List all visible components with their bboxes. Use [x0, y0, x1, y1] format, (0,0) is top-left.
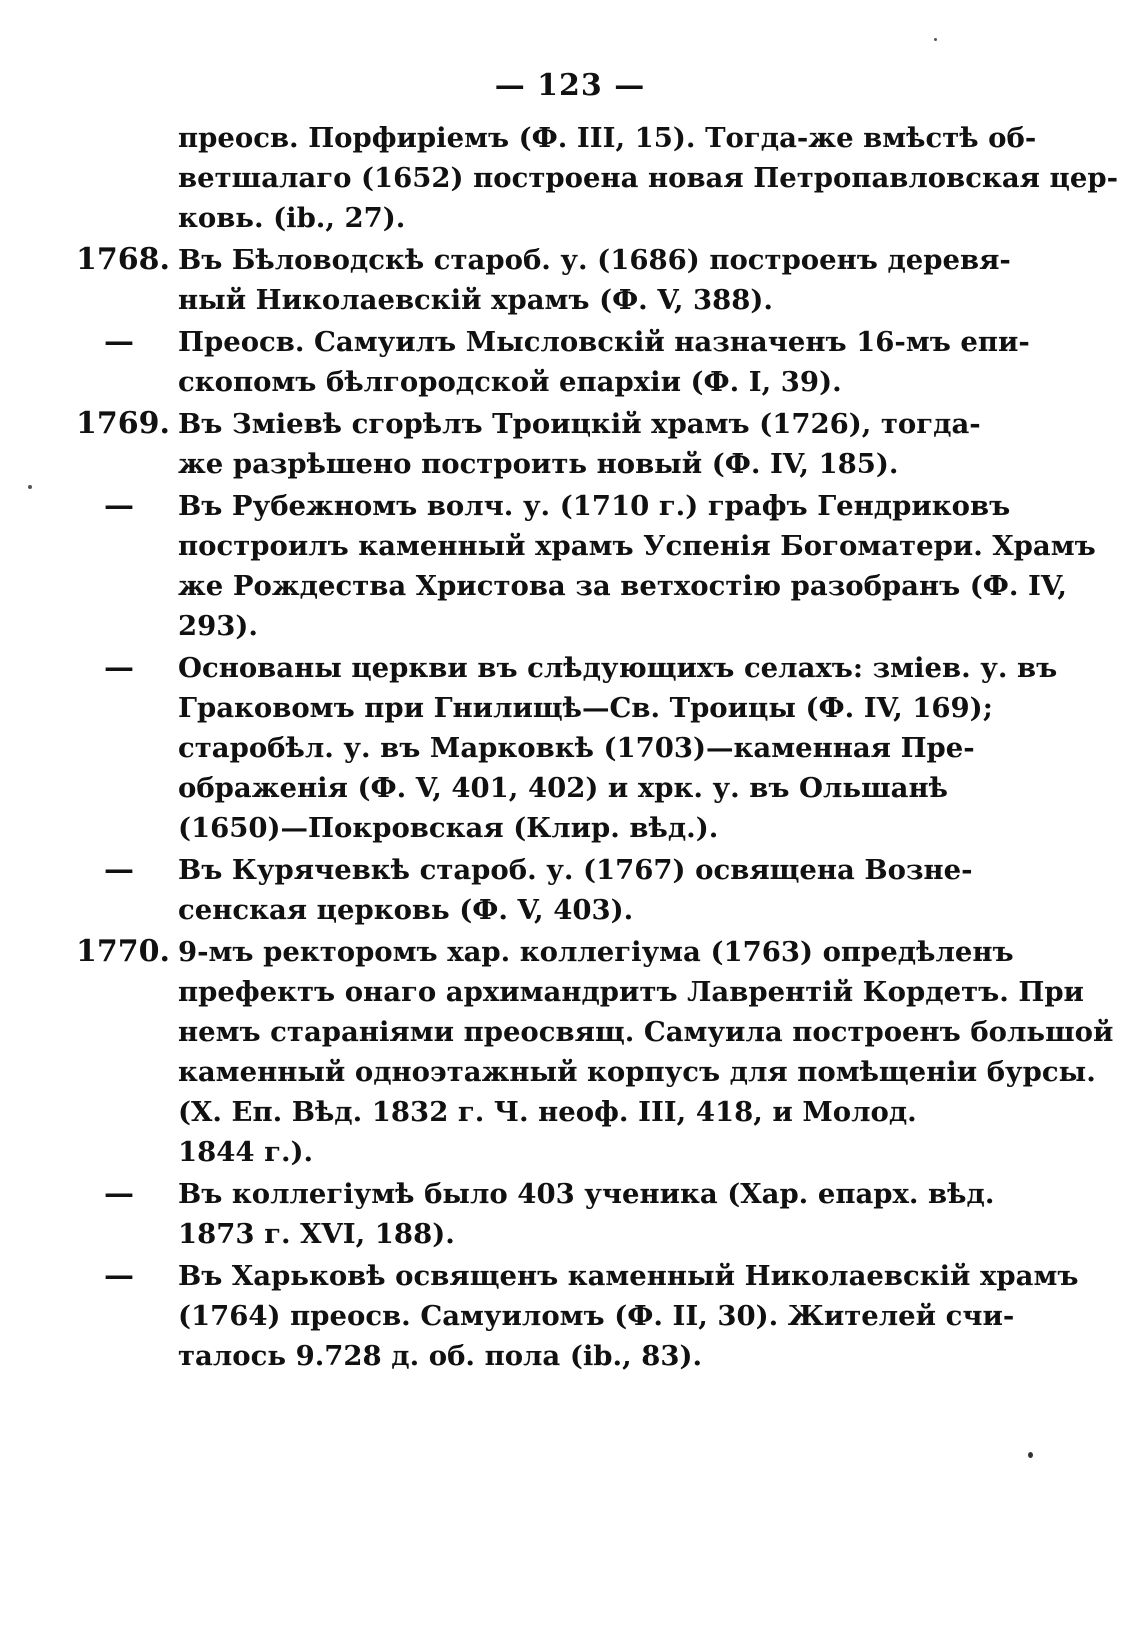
entry-year: 1769.	[76, 406, 170, 441]
entry-line: каменный одноэтажный корпусъ для помѣщеніи бурсы.	[178, 1056, 1096, 1088]
entry-dash: —	[104, 852, 134, 887]
entry-line: (1650)—Покровская (Клир. вѣд.).	[178, 812, 719, 844]
entry-dash: —	[104, 1258, 134, 1293]
entry-line: ный Николаевскій храмъ (Ф. V, 388).	[178, 284, 773, 316]
entry-line: Въ Харьковѣ освященъ каменный Николаевскій храмъ	[178, 1260, 1079, 1292]
entry-line: Основаны церкви въ слѣдующихъ селахъ: зміев. у. въ	[178, 652, 1058, 684]
chronicle-entry	[0, 322, 1140, 402]
entry-line: построилъ каменный храмъ Успенія Богоматери. Храмъ	[178, 530, 1096, 562]
entry-line: Граковомъ при Гнилищѣ—Св. Троицы (Ф. IV, 169);	[178, 692, 993, 724]
entry-line: сенская церковь (Ф. V, 403).	[178, 894, 634, 926]
chronicle-entry	[0, 648, 1140, 848]
entry-year: 1768.	[76, 242, 170, 277]
entry-line: ветшалаго (1652) построена новая Петропавловская цер-	[178, 162, 1118, 194]
entry-year: 1770.	[76, 934, 170, 969]
entry-line: (1764) преосв. Самуиломъ (Ф. II, 30). Жителей счи-	[178, 1300, 1015, 1332]
entry-line: талось 9.728 д. об. пола (ib., 83).	[178, 1340, 703, 1372]
entry-line: преосв. Порфиріемъ (Ф. III, 15). Тогда-же вмѣстѣ об-	[178, 122, 1037, 154]
entry-line: старобѣл. у. въ Марковкѣ (1703)—каменная Пре-	[178, 732, 975, 764]
entry-line: Въ Бѣловодскѣ староб. у. (1686) построенъ деревя-	[178, 244, 1011, 276]
entry-line: 9-мъ ректоромъ хар. коллегіума (1763) опредѣленъ	[178, 936, 1014, 968]
chronicle-entry	[0, 240, 1140, 320]
entry-line: Преосв. Самуилъ Мысловскій назначенъ 16-мъ епи-	[178, 326, 1030, 358]
entry-text	[178, 240, 1011, 320]
entry-line: же Рождества Христова за ветхостію разобранъ (Ф. IV,	[178, 570, 1067, 602]
chronicle-entry	[0, 1256, 1140, 1376]
entry-dash: —	[104, 650, 134, 685]
chronicle-entry	[0, 932, 1140, 1172]
entry-line: Въ коллегіумѣ было 403 ученика (Хар. епарх. вѣд.	[178, 1178, 995, 1210]
scan-speck	[28, 485, 32, 489]
entry-line: ковь. (ib., 27).	[178, 202, 406, 234]
entry-line: Въ Курячевкѣ староб. у. (1767) освящена Возне-	[178, 854, 973, 886]
chronicle-entry	[0, 850, 1140, 930]
chronicle-entries	[0, 118, 1140, 1378]
chronicle-entry	[0, 486, 1140, 646]
chronicle-entry	[0, 1174, 1140, 1254]
page-number: — 123 —	[494, 68, 646, 103]
entry-line: Въ Рубежномъ волч. у. (1710 г.) графъ Гендриковъ	[178, 490, 1011, 522]
entry-text	[178, 932, 1114, 1172]
entry-dash: —	[104, 1176, 134, 1211]
entry-text	[178, 1174, 995, 1254]
entry-text	[178, 118, 1118, 238]
entry-text	[178, 486, 1096, 646]
entry-line: Въ Зміевѣ сгорѣлъ Троицкій храмъ (1726), тогда-	[178, 408, 981, 440]
entry-text	[178, 322, 1030, 402]
entry-line: (Х. Еп. Вѣд. 1832 г. Ч. неоф. III, 418, и Молод.	[178, 1096, 917, 1128]
entry-line: же разрѣшено построить новый (Ф. IV, 185).	[178, 448, 899, 480]
entry-text	[178, 1256, 1079, 1376]
entry-line: скопомъ бѣлгородской епархіи (Ф. I, 39).	[178, 366, 842, 398]
entry-line: префектъ онаго архимандритъ Лаврентій Кордетъ. При	[178, 976, 1084, 1008]
chronicle-entry	[0, 404, 1140, 484]
entry-line: 293).	[178, 610, 258, 642]
entry-text	[178, 850, 973, 930]
chronicle-entry	[0, 118, 1140, 238]
entry-line: 1844 г.).	[178, 1136, 314, 1168]
entry-text	[178, 648, 1058, 848]
entry-line: немъ стараніями преосвящ. Самуила построенъ большой	[178, 1016, 1114, 1048]
entry-text	[178, 404, 981, 484]
scan-speck	[934, 38, 937, 41]
entry-dash: —	[104, 488, 134, 523]
entry-dash: —	[104, 324, 134, 359]
entry-line: ображенія (Ф. V, 401, 402) и хрк. у. въ Ольшанѣ	[178, 772, 948, 804]
scan-speck	[1028, 1452, 1033, 1458]
entry-line: 1873 г. XVI, 188).	[178, 1218, 455, 1250]
